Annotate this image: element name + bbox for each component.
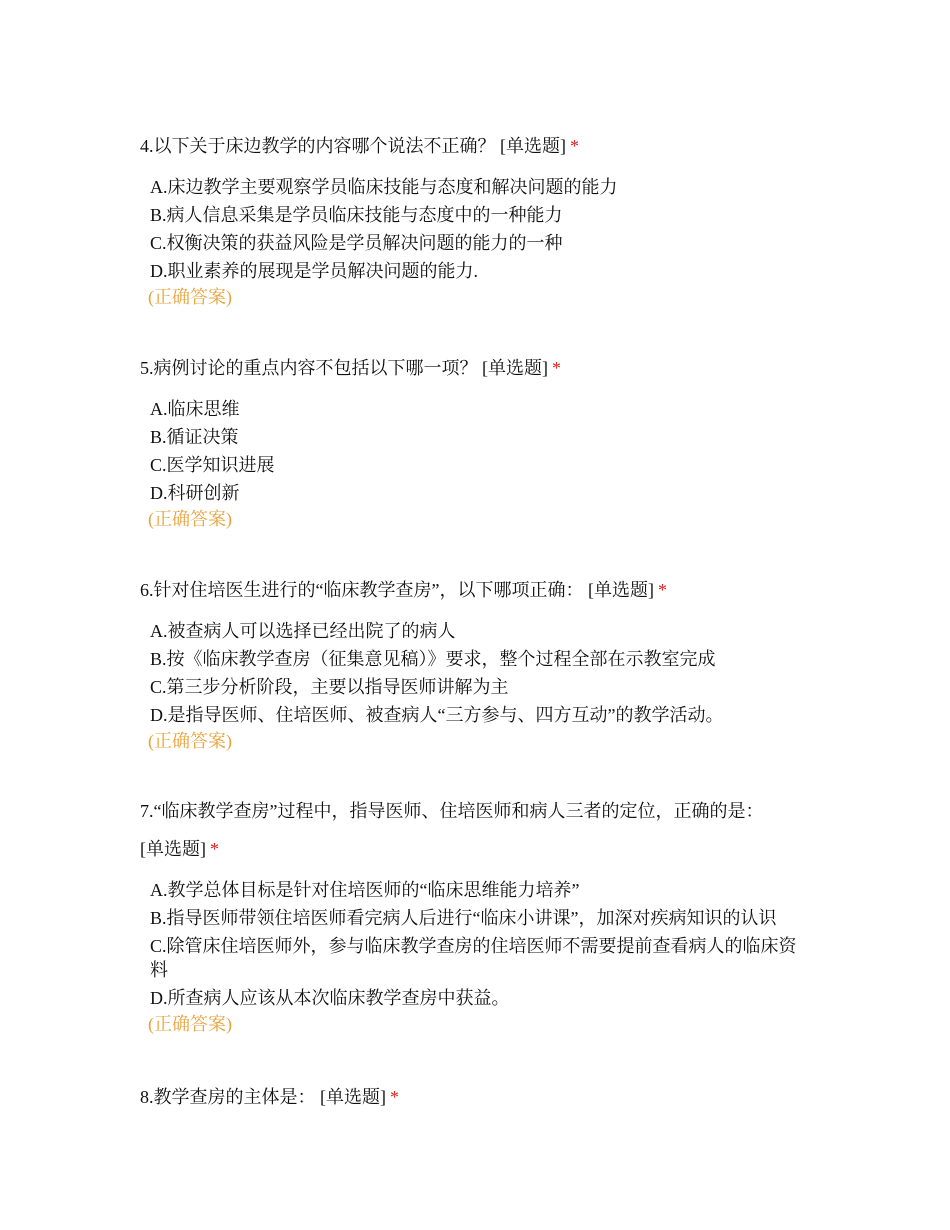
option-a[interactable]: A.被查病人可以选择已经出院了的病人 [150, 621, 456, 641]
required-marker: * [570, 136, 579, 156]
option-list [140, 617, 820, 729]
question-7 [140, 798, 820, 1036]
question-title: 4.以下关于床边教学的内容哪个说法不正确？ [单选题] * [140, 136, 579, 156]
option-list [140, 395, 820, 507]
option-d[interactable]: D.科研创新 [150, 483, 240, 503]
question-6 [140, 577, 820, 753]
question-title: 7.“临床教学查房”过程中，指导医师、住培医师和病人三者的定位，正确的是： [140, 801, 764, 821]
question-type-line: [单选题] * [140, 839, 219, 859]
option-list [140, 876, 820, 1012]
required-marker: * [552, 358, 561, 378]
question-8 [140, 1084, 820, 1110]
option-c[interactable]: C.医学知识进展 [150, 455, 275, 475]
correct-answer-label: (正确答案) [148, 731, 232, 751]
correct-answer-label: (正确答案) [148, 509, 232, 529]
question-title: 8.教学查房的主体是： [单选题] * [140, 1087, 399, 1107]
option-a[interactable]: A.教学总体目标是针对住培医师的“临床思维能力培养” [150, 880, 580, 900]
required-marker: * [210, 839, 219, 859]
required-marker: * [657, 580, 667, 600]
option-d[interactable]: D.是指导医师、住培医师、被查病人“三方参与、四方互动”的教学活动。 [150, 705, 724, 725]
question-4 [140, 133, 820, 309]
option-b[interactable]: B.循证决策 [150, 427, 239, 447]
option-c[interactable]: C.权衡决策的获益风险是学员解决问题的能力的一种 [150, 233, 563, 253]
option-b[interactable]: B.指导医师带领住培医师看完病人后进行“临床小讲课”，加深对疾病知识的认识 [150, 908, 777, 928]
option-c[interactable]: C.第三步分析阶段，主要以指导医师讲解为主 [150, 677, 509, 697]
option-a[interactable]: A.临床思维 [150, 399, 240, 419]
option-d[interactable]: D.所查病人应该从本次临床教学查房中获益。 [150, 988, 510, 1008]
question-title: 5.病例讨论的重点内容不包括以下哪一项？ [单选题] * [140, 358, 561, 378]
option-b[interactable]: B.按《临床教学查房（征集意见稿）》要求，整个过程全部在示教室完成 [150, 649, 716, 669]
correct-answer-label: (正确答案) [148, 1014, 232, 1034]
question-5 [140, 355, 820, 531]
option-c[interactable]: C.除管床住培医师外，参与临床教学查房的住培医师不需要提前查看病人的临床资料 [150, 936, 797, 980]
option-list [140, 173, 820, 285]
correct-answer-label: (正确答案) [148, 287, 232, 307]
option-d[interactable]: D.职业素养的展现是学员解决问题的能力. [150, 261, 478, 281]
option-b[interactable]: B.病人信息采集是学员临床技能与态度中的一种能力 [150, 205, 563, 225]
question-title: 6.针对住培医生进行的“临床教学查房”，以下哪项正确： [单选题] * [140, 580, 667, 600]
required-marker: * [390, 1087, 399, 1107]
option-a[interactable]: A.床边教学主要观察学员临床技能与态度和解决问题的能力 [150, 177, 618, 197]
